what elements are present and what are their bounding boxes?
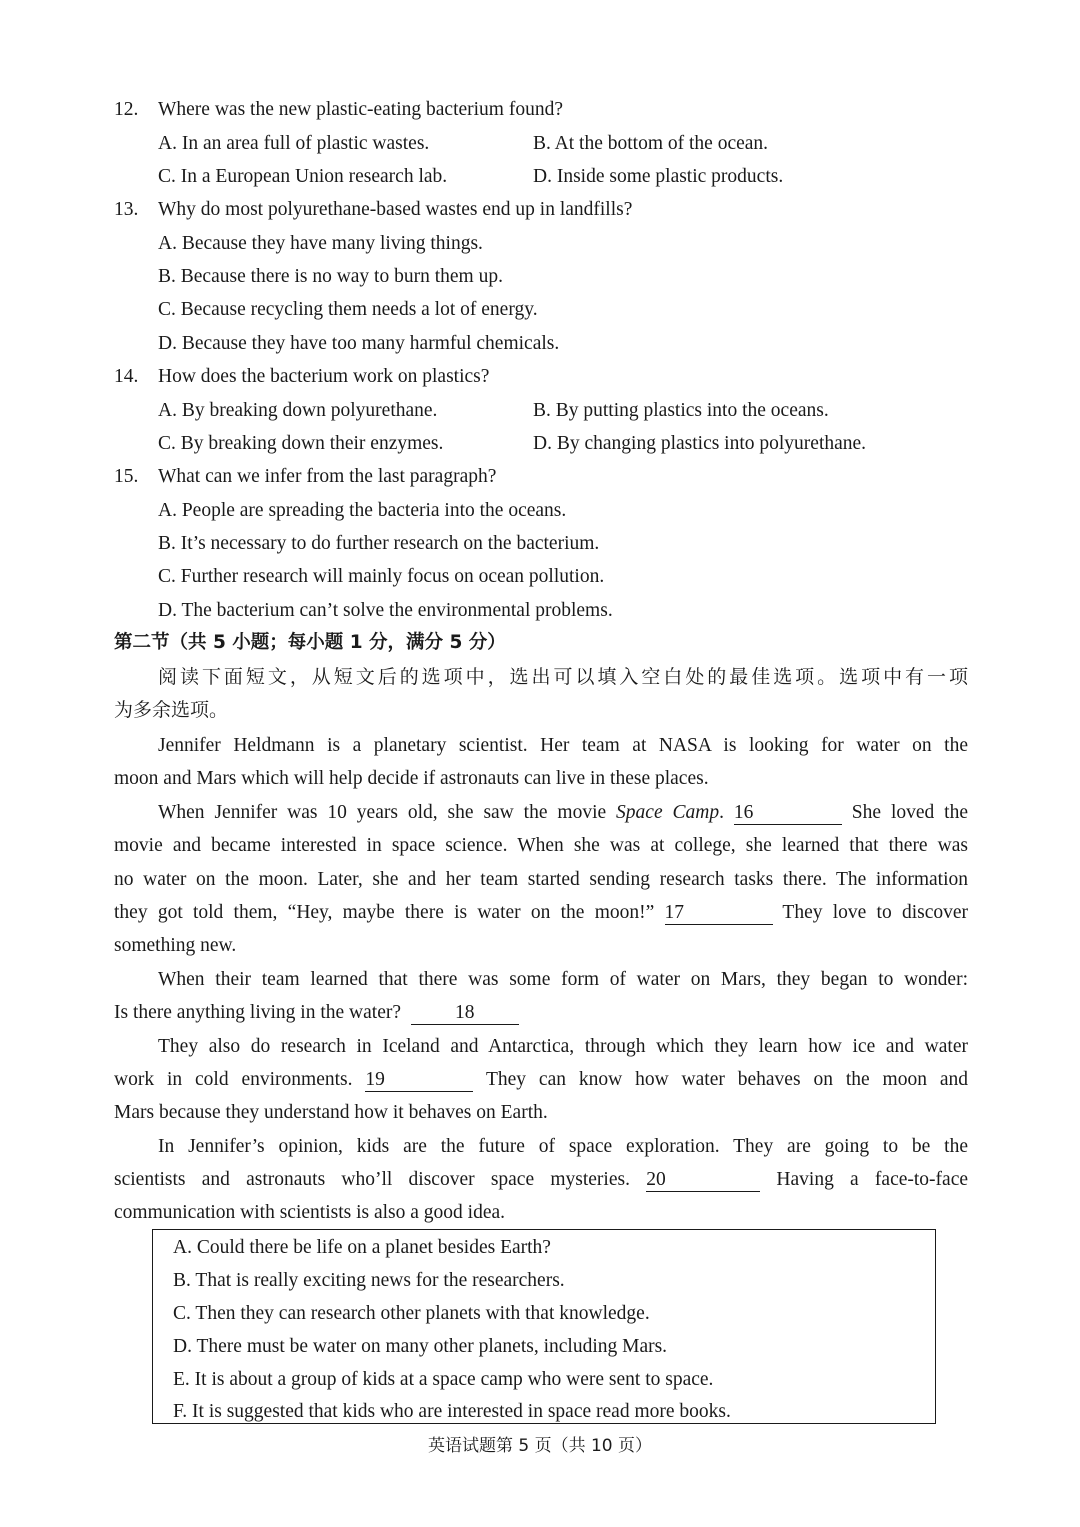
passage-text: . <box>719 802 724 823</box>
passage-text: She loved the <box>851 802 968 823</box>
section-instruction-line2: 为多余选项。 <box>114 699 229 721</box>
option-12c: C. In a European Union research lab. <box>158 166 448 187</box>
passage-text: scientists and astronauts who’ll discover space mysteries. <box>114 1169 630 1190</box>
option-15c: C. Further research will mainly focus on ocean pollution. <box>158 566 605 587</box>
page-footer: 英语试题第 5 页（共 10 页） <box>427 1436 653 1456</box>
question-number: 15. <box>114 466 139 487</box>
choice-e: E. It is about a group of kids at a space camp who were sent to space. <box>173 1369 714 1390</box>
question-text: Where was the new plastic-eating bacterium found? <box>158 99 563 120</box>
passage-line: moon and Mars which will help decide if astronauts can live in these places. <box>114 768 709 789</box>
passage-text: work in cold environments. <box>114 1069 353 1090</box>
choices-box <box>152 1229 936 1424</box>
option-13a: A. Because they have many living things. <box>158 233 483 254</box>
passage-line: movie and became interested in space science. When she was at college, she learned that there was <box>114 835 968 856</box>
passage-text: they got told them, “Hey, maybe there is water on the moon!” <box>114 902 655 923</box>
option-13d: D. Because they have too many harmful chemicals. <box>158 333 560 354</box>
passage-line-with-blank-20 <box>114 1170 968 1192</box>
passage-line: They also do research in Iceland and Antarctica, through which they learn how ice and water <box>158 1036 968 1057</box>
choice-a: A. Could there be life on a planet besides Earth? <box>173 1237 551 1258</box>
option-13b: B. Because there is no way to burn them up. <box>158 266 503 287</box>
question-number: 14. <box>114 366 139 387</box>
question-number: 12. <box>114 99 139 120</box>
passage-line: Jennifer Heldmann is a planetary scientist. Her team at NASA is looking for water on the <box>158 735 968 756</box>
passage-text: When Jennifer was 10 years old, she saw the movie <box>158 802 607 823</box>
passage-text: They love to discover <box>782 902 968 923</box>
passage-text: Is there anything living in the water? <box>114 1002 401 1023</box>
choice-f: F. It is suggested that kids who are interested in space read more books. <box>173 1401 731 1422</box>
section-instruction-line1: 阅读下面短文，从短文后的选项中，选出可以填入空白处的最佳选项。选项中有一项 <box>158 666 968 688</box>
option-12a: A. In an area full of plastic wastes. <box>158 133 430 154</box>
question-14 <box>114 367 489 387</box>
option-15b: B. It’s necessary to do further research on the bacterium. <box>158 533 600 554</box>
option-12d: D. Inside some plastic products. <box>533 166 784 187</box>
option-15d: D. The bacterium can’t solve the environmental problems. <box>158 600 613 621</box>
choice-b: B. That is really exciting news for the researchers. <box>173 1270 565 1291</box>
passage-text: Having a face-to-face <box>776 1169 969 1190</box>
blank-20[interactable]: 20 <box>646 1170 760 1192</box>
blank-19[interactable]: 19 <box>365 1070 473 1092</box>
option-13c: C. Because recycling them needs a lot of energy. <box>158 299 538 320</box>
question-13 <box>114 200 632 220</box>
option-14b: B. By putting plastics into the oceans. <box>533 400 829 421</box>
choice-d: D. There must be water on many other planets, including Mars. <box>173 1336 668 1357</box>
movie-title: Space Camp <box>616 802 720 823</box>
option-15a: A. People are spreading the bacteria into the oceans. <box>158 500 567 521</box>
question-number: 13. <box>114 199 139 220</box>
passage-text: They can know how water behaves on the moon and <box>485 1069 969 1090</box>
passage-line: In Jennifer’s opinion, kids are the future of space exploration. They are going to be the <box>158 1136 968 1157</box>
passage-line-with-blank-17 <box>114 903 968 925</box>
question-12 <box>114 100 563 120</box>
blank-18[interactable]: 18 <box>411 1003 519 1025</box>
question-text: How does the bacterium work on plastics? <box>158 366 490 387</box>
passage-line-with-blank-19 <box>114 1070 968 1092</box>
passage-line-with-blank-16 <box>158 803 968 825</box>
passage-line-with-blank-18 <box>114 1003 519 1025</box>
question-text: Why do most polyurethane-based wastes end up in landfills? <box>158 199 633 220</box>
passage-line: no water on the moon. Later, she and her team started sending research tasks there. The information <box>114 869 968 890</box>
passage-line: communication with scientists is also a good idea. <box>114 1202 506 1223</box>
passage-line: something new. <box>114 935 237 956</box>
option-12b: B. At the bottom of the ocean. <box>533 133 769 154</box>
option-14d: D. By changing plastics into polyurethane. <box>533 433 867 454</box>
blank-17[interactable]: 17 <box>665 903 773 925</box>
choice-c: C. Then they can research other planets with that knowledge. <box>173 1303 650 1324</box>
option-14c: C. By breaking down their enzymes. <box>158 433 444 454</box>
question-text: What can we infer from the last paragraph? <box>158 466 497 487</box>
question-15 <box>114 467 496 487</box>
passage-line: Mars because they understand how it behaves on Earth. <box>114 1102 548 1123</box>
blank-16[interactable]: 16 <box>734 803 842 825</box>
option-14a: A. By breaking down polyurethane. <box>158 400 438 421</box>
passage-line: When their team learned that there was some form of water on Mars, they began to wonder: <box>158 969 968 990</box>
section-heading: 第二节（共 5 小题；每小题 1 分，满分 5 分） <box>114 632 506 653</box>
